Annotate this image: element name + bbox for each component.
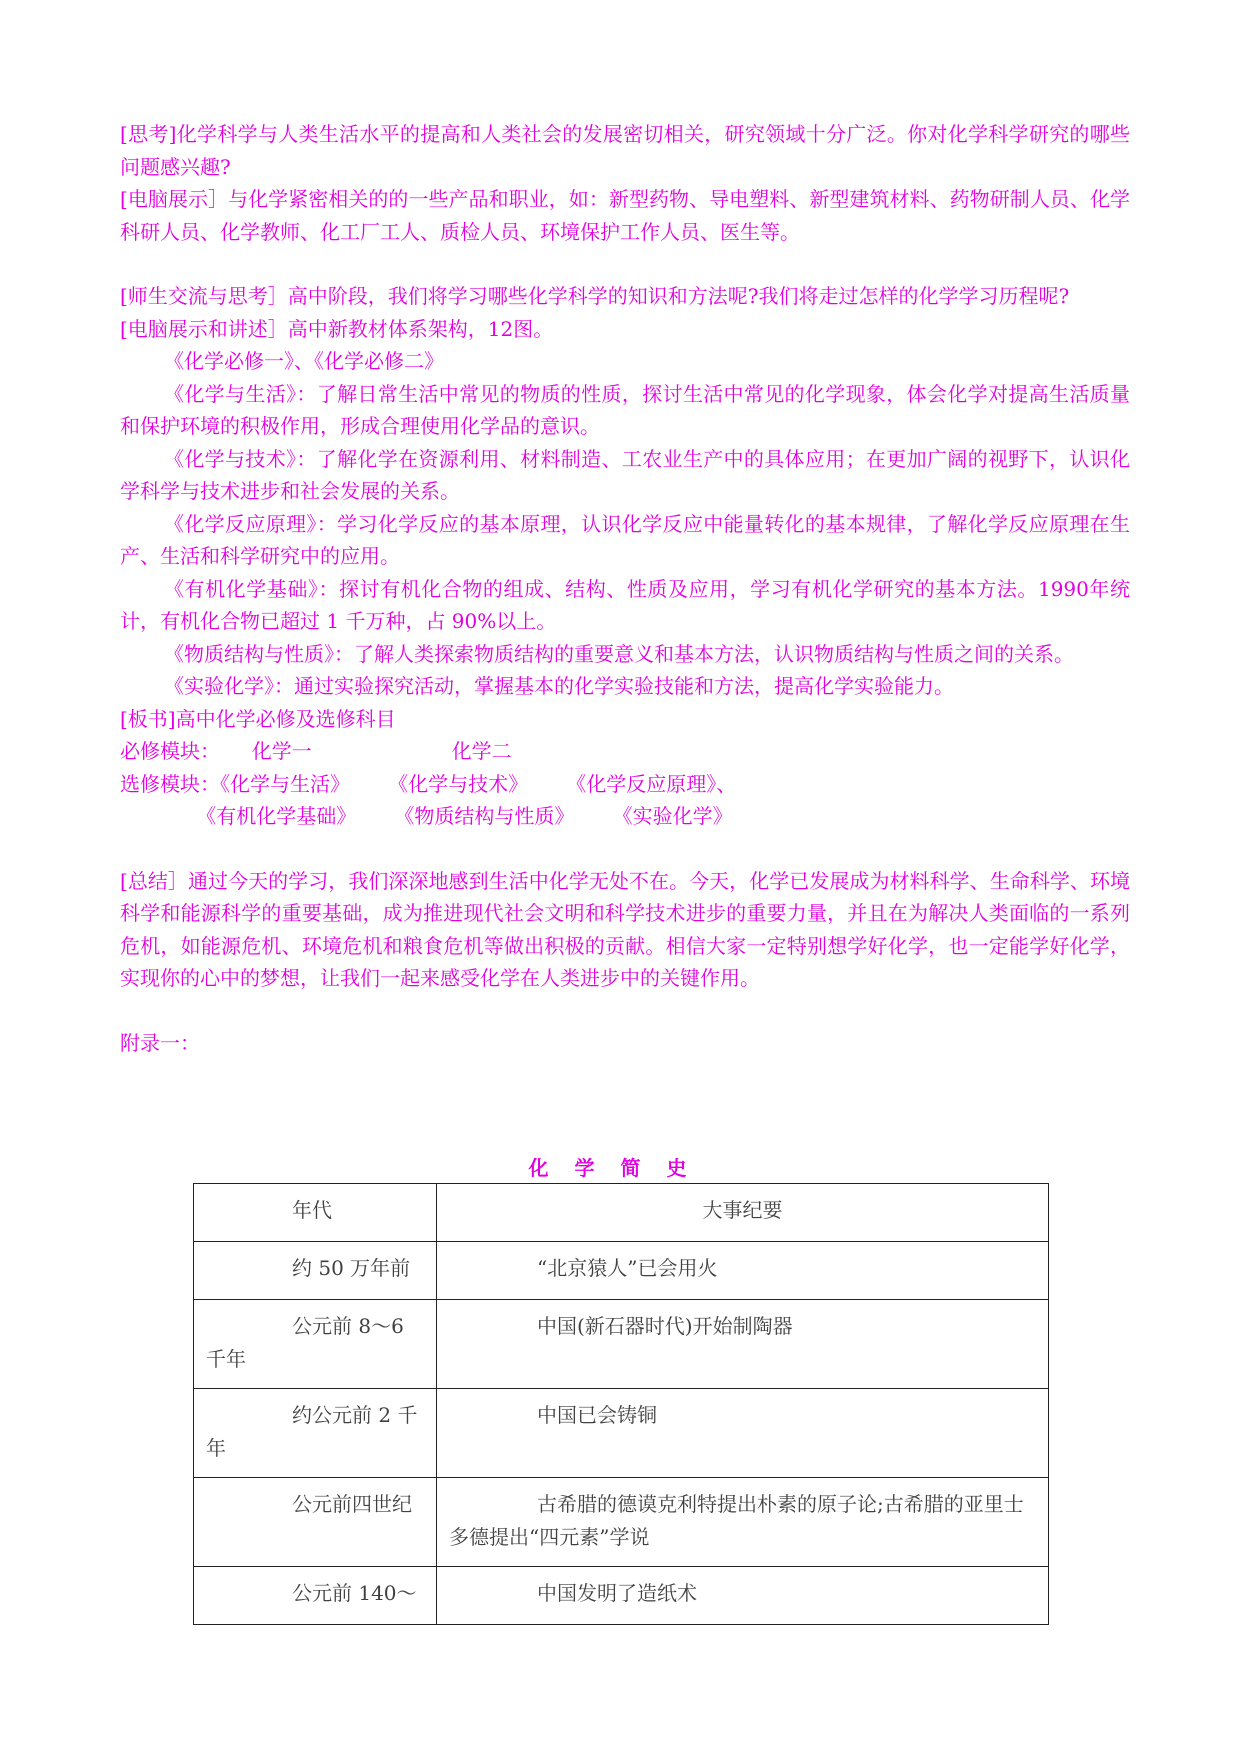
era-cell: 约 50 万年前 xyxy=(292,1256,411,1280)
era-cell: 公元前 8～6 千年 xyxy=(206,1314,404,1371)
board-heading: [板书]高中化学必修及选修科目 xyxy=(120,706,396,731)
course-organic: 《有机化学基础》：探讨有机化合物的组成、结构、性质及应用，学习有机化学研究的基本方法。1990年统计，有机化合物已超过 1 千万种，占 90%以上。 xyxy=(120,576,1130,633)
course-life: 《化学与生活》：了解日常生活中常见的物质的性质，探讨生活中常见的化学现象，体会化学对提高生活质量和保护环境的积极作用，形成合理使用化学品的意识。 xyxy=(120,381,1130,438)
course-experiment: 《实验化学》：通过实验探究活动，掌握基本的化学实验技能和方法，提高化学实验能力。 xyxy=(164,674,954,698)
table-row xyxy=(194,1300,1049,1389)
course-tech: 《化学与技术》：了解化学在资源利用、材料制造、工农业生产中的具体应用；在更加广阔的视野下，认识化学科学与技术进步和社会发展的关系。 xyxy=(120,446,1130,503)
table-header-row xyxy=(194,1184,1049,1242)
event-cell: “北京猿人”已会用火 xyxy=(537,1256,718,1280)
event-cell: 中国已会铸铜 xyxy=(537,1403,657,1427)
event-cell: 古希腊的德谟克利特提出朴素的原子论;古希腊的亚里士多德提出“四元素”学说 xyxy=(449,1492,1024,1549)
course-structure: 《物质结构与性质》：了解人类探索物质结构的重要意义和基本方法，认识物质结构与性质之间的关系。 xyxy=(164,641,1074,666)
event-cell: 中国发明了造纸术 xyxy=(537,1581,697,1605)
course-reaction: 《化学反应原理》：学习化学反应的基本原理，认识化学反应中能量转化的基本规律，了解化学反应原理在生产、生活和科学研究中的应用。 xyxy=(120,511,1130,568)
compulsory-modules: 必修模块： 化学一 化学二 xyxy=(120,739,512,763)
appendix-label: 附录一： xyxy=(120,1030,200,1055)
event-cell: 中国(新石器时代)开始制陶器 xyxy=(537,1314,793,1338)
computer-show-explain-paragraph: [电脑展示和讲述］高中新教材体系架构，12图。 xyxy=(120,316,554,341)
required-courses: 《化学必修一》、《化学必修二》 xyxy=(164,349,444,373)
era-cell: 约公元前 2 千年 xyxy=(206,1403,418,1460)
table-row xyxy=(194,1242,1049,1300)
table-row xyxy=(194,1567,1049,1625)
table-row xyxy=(194,1478,1049,1567)
chemistry-history-table xyxy=(193,1183,1049,1625)
computer-show-paragraph: [电脑展示］与化学紧密相关的的一些产品和职业，如：新型药物、导电塑料、新型建筑材料、药物研制人员、化学科研人员、化学教师、化工厂工人、质检人员、环境保护工作人员、医生等。 xyxy=(120,187,1130,244)
elective-modules-line2: 《有机化学基础》 《物质结构与性质》 《实验化学》 xyxy=(120,804,733,828)
era-cell: 公元前四世纪 xyxy=(292,1492,412,1516)
think-paragraph: [思考]化学科学与人类生活水平的提高和人类社会的发展密切相关，研究领域十分广泛。你对化学科学研究的哪些问题感兴趣? xyxy=(120,122,1130,179)
summary-paragraph: [总结］通过今天的学习，我们深深地感到生活中化学无处不在。今天，化学已发展成为材料科学、生命科学、环境科学和能源科学的重要基础，成为推进现代社会文明和科学技术进步的重要力量，并且在为解决人类面临的一系列危机，如能源危机、环境危机和粮食危机等做出积极的贡献。相信大家一定特别想学好化学，也一定能学好化学，实现你的心中的梦想，让我们一起来感受化学在人类进步中的关键作用。 xyxy=(120,868,1130,990)
table-title: 化学简史 xyxy=(528,1156,713,1180)
header-events: 大事纪要 xyxy=(702,1198,783,1222)
table-row xyxy=(194,1389,1049,1478)
era-cell: 公元前 140～ xyxy=(292,1581,417,1605)
document-body xyxy=(120,118,1130,1059)
header-era: 年代 xyxy=(292,1198,332,1222)
elective-modules-line1: 选修模块：《化学与生活》 《化学与技术》 《化学反应原理》、 xyxy=(120,771,737,796)
discussion-paragraph: [师生交流与思考］高中阶段，我们将学习哪些化学科学的知识和方法呢?我们将走过怎样的化学学习历程呢? xyxy=(120,284,1070,308)
